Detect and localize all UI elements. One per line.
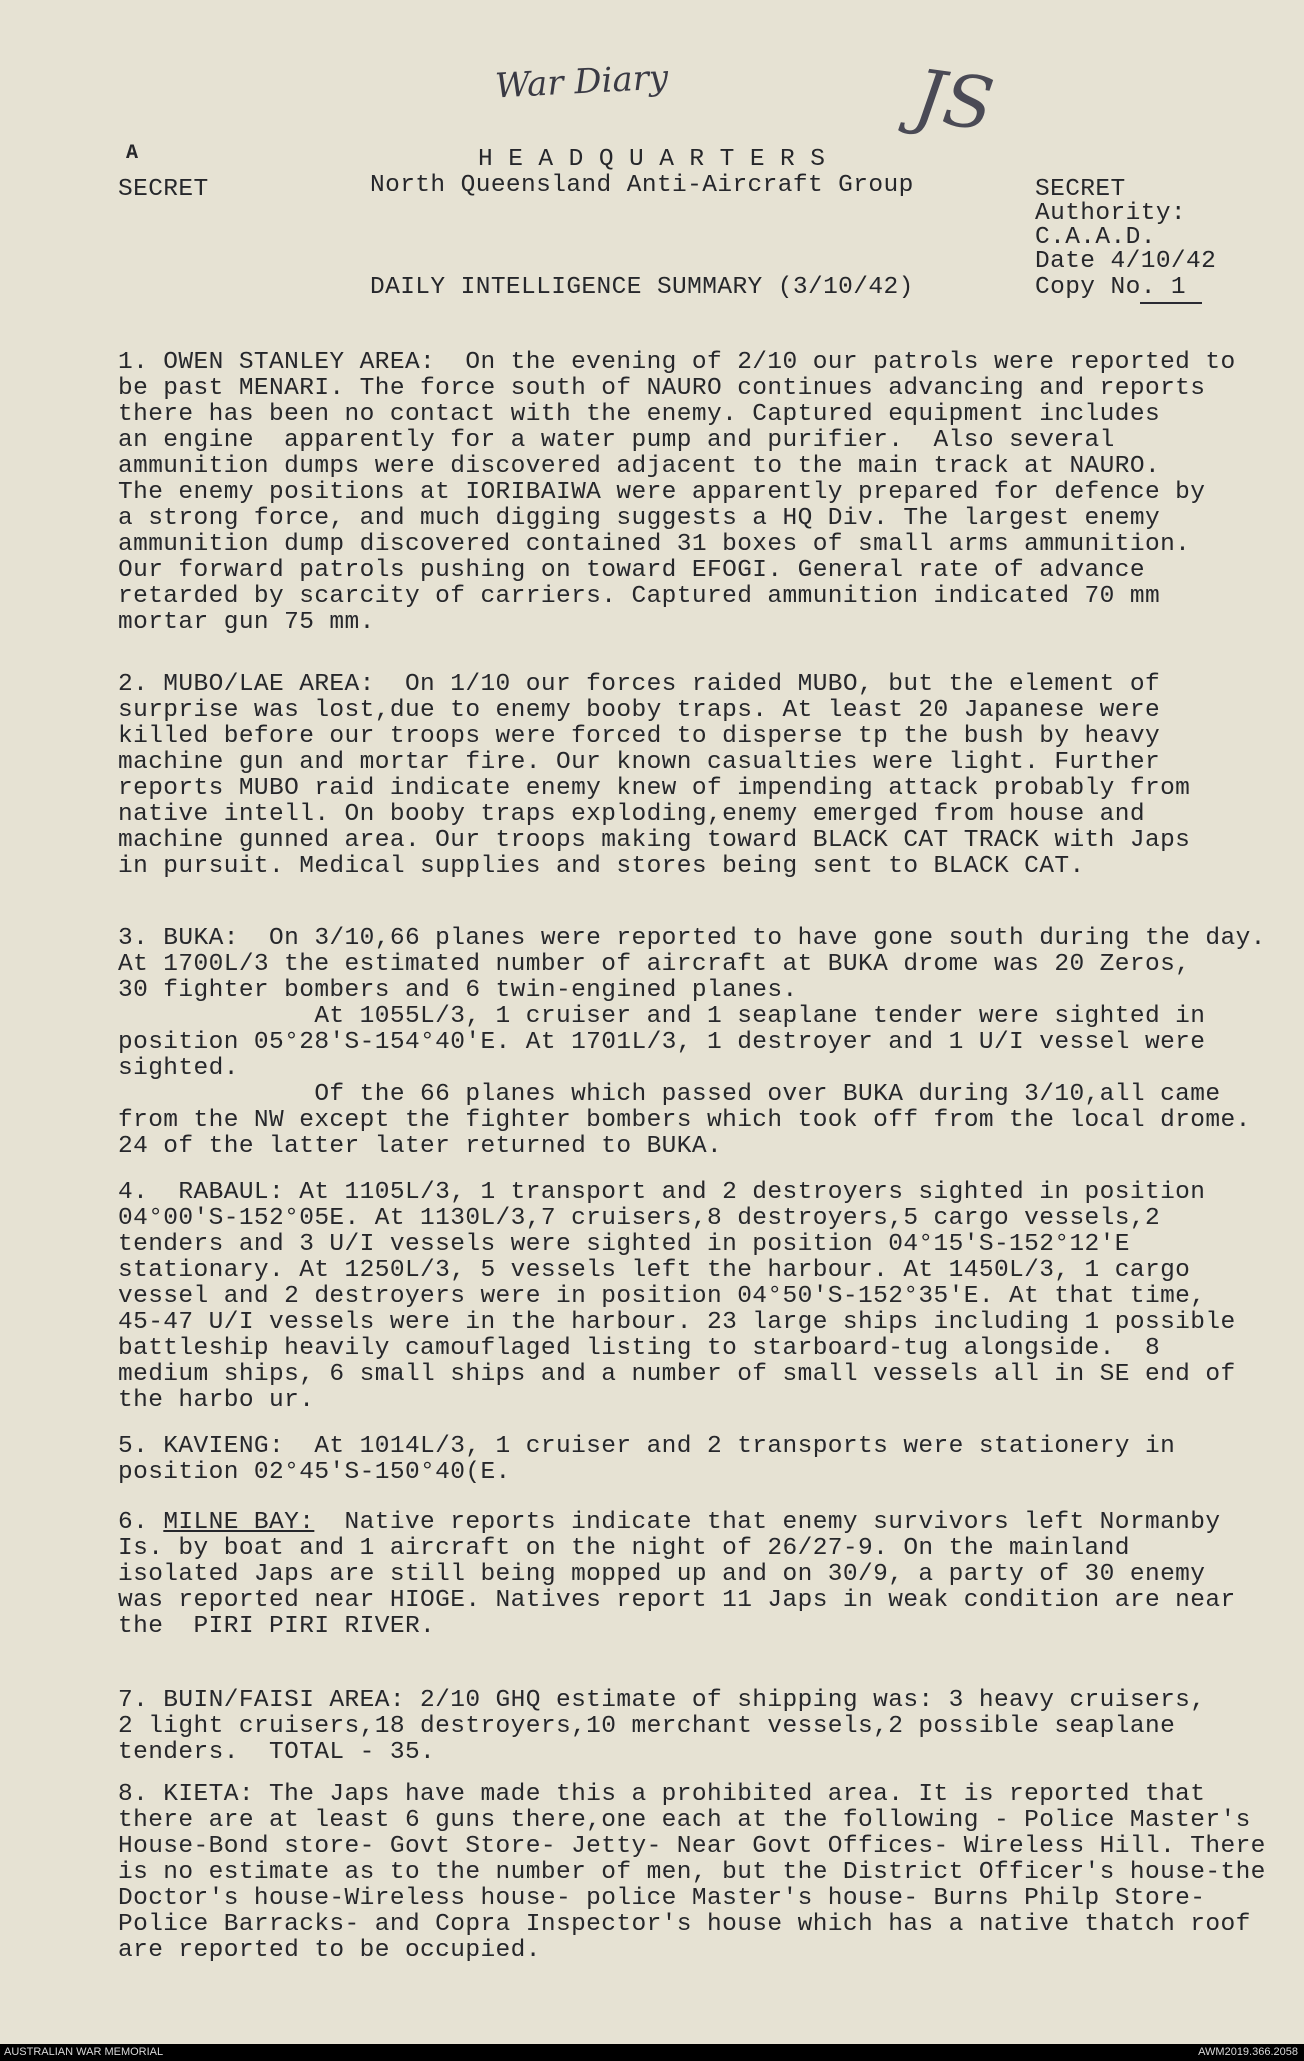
- section-kieta: 8. KIETA: The Japs have made this a prohibited area. It is reported that there are at least 6 guns there,one each at the following - Police Master's House-Bond store- Govt Store- Jetty- Near Govt Offices- Wireless Hill. There is no estimate as to the number of men, but the District Officer's house-the Doctor's house-Wireless house- police Master's house- Burns Philp Store- Police Barracks- and Copra Inspector's house which has a native thatch roof are reported to be occupied.: [118, 1781, 1266, 1964]
- right-authority: Authority:: [1035, 200, 1187, 227]
- right-date: Date 4/10/42: [1035, 248, 1217, 275]
- handwritten-initials: JS: [909, 52, 999, 148]
- header-subtitle: North Queensland Anti-Aircraft Group: [370, 172, 914, 199]
- section-buka: 3. BUKA: On 3/10,66 planes were reported to have gone south during the day. At 1700L/3 the estimated number of aircraft at BUKA drome was 20 Zeros, 30 fighter bombers and 6 twin-engined planes. At 1055L/3, 1 cruiser and 1 seaplane tender were sighted in position 05°28'S-154°40'E. At 1701L/3, 1 destroyer and 1 U/I vessel were sighted. Of the 66 planes which passed over BUKA during 3/10,all came from the NW except the fighter bombers which took off from the local drome. 24 of the latter later returned to BUKA.: [118, 925, 1266, 1160]
- footer-reference: AWM2019.366.2058: [1198, 2046, 1298, 2058]
- handwritten-title: War Diary: [494, 57, 670, 107]
- section-owen-stanley: 1. OWEN STANLEY AREA: On the evening of 2/10 our patrols were reported to be past MENARI. The force south of NAURO continues advancing and reports there has been no contact with the enemy. Captured equipment includes an engine apparently for a water pump and purifier. Also several ammunition dumps were discovered adjacent to the main track at NAURO. The enemy positions at IORIBAIWA were apparently prepared for defence by a strong force, and much digging suggests a HQ Div. The largest enemy ammunition dump discovered contained 31 boxes of small arms ammunition. Our forward patrols pushing on toward EFOGI. General rate of advance retarded by scarcity of carriers. Captured ammunition indicated 70 mm mortar gun 75 mm.: [118, 349, 1236, 636]
- header-title: H E A D Q U A R T E R S: [478, 146, 826, 173]
- section-mubo-lae: 2. MUBO/LAE AREA: On 1/10 our forces raided MUBO, but the element of surprise was lost,due to enemy booby traps. At least 20 Japanese were killed before our troops were forced to disperse tp the bush by heavy machine gun and mortar fire. Our known casualties were light. Further reports MUBO raid indicate enemy knew of impending attack probably from native intell. On booby traps exploding,enemy emerged from house and machine gunned area. Our troops making toward BLACK CAT TRACK with Japs in pursuit. Medical supplies and stores being sent to BLACK CAT.: [118, 671, 1191, 880]
- right-caad: C.A.A.D.: [1035, 224, 1156, 251]
- right-secret: SECRET: [1035, 176, 1126, 203]
- right-copy-no: Copy No. 1: [1035, 274, 1187, 301]
- section-milne-bay: 6. MILNE BAY: Native reports indicate that enemy survivors left Normanby Is. by boat and 1 aircraft on the night of 26/27-9. On the mainland isolated Japs are still being mopped up and on 30/9, a party of 30 enemy was reported near HIOGE. Natives report 11 Japs in weak condition are near the PIRI PIRI RIVER.: [118, 1510, 1268, 1640]
- section-kavieng: 5. KAVIENG: At 1014L/3, 1 cruiser and 2 transports were stationery in position 02°45'S-150°40(E.: [118, 1433, 1176, 1486]
- archive-footer: [0, 2044, 1304, 2061]
- corner-mark: A: [126, 142, 139, 165]
- section-buin-faisi: 7. BUIN/FAISI AREA: 2/10 GHQ estimate of shipping was: 3 heavy cruisers, 2 light cruisers,18 destroyers,10 merchant vessels,2 possible seaplane tenders. TOTAL - 35.: [118, 1687, 1206, 1766]
- copy-no-underline: [1140, 302, 1202, 304]
- header-secret-left: SECRET: [118, 176, 209, 203]
- doc-title: DAILY INTELLIGENCE SUMMARY (3/10/42): [370, 274, 914, 301]
- footer-institution: AUSTRALIAN WAR MEMORIAL: [4, 2046, 164, 2058]
- milne-bay-first-line: 6. MILNE BAY: Native reports indicate that enemy survivors left Normanby: [118, 1509, 1221, 1536]
- section-rabaul: 4. RABAUL: At 1105L/3, 1 transport and 2 destroyers sighted in position 04°00'S-152°05E. At 1130L/3,7 cruisers,8 destroyers,5 cargo vessels,2 tenders and 3 U/I vessels were sighted in position 04°15'S-152°12'E stationary. At 1250L/3, 5 vessels left the harbour. At 1450L/3, 1 cargo vessel and 2 destroyers were in position 04°50'S-152°35'E. At that time, 45-47 U/I vessels were in the harbour. 23 large ships including 1 possible battleship heavily camouflaged listing to starboard-tug alongside. 8 medium ships, 6 small ships and a number of small vessels all in SE end of the harbo ur.: [118, 1179, 1236, 1414]
